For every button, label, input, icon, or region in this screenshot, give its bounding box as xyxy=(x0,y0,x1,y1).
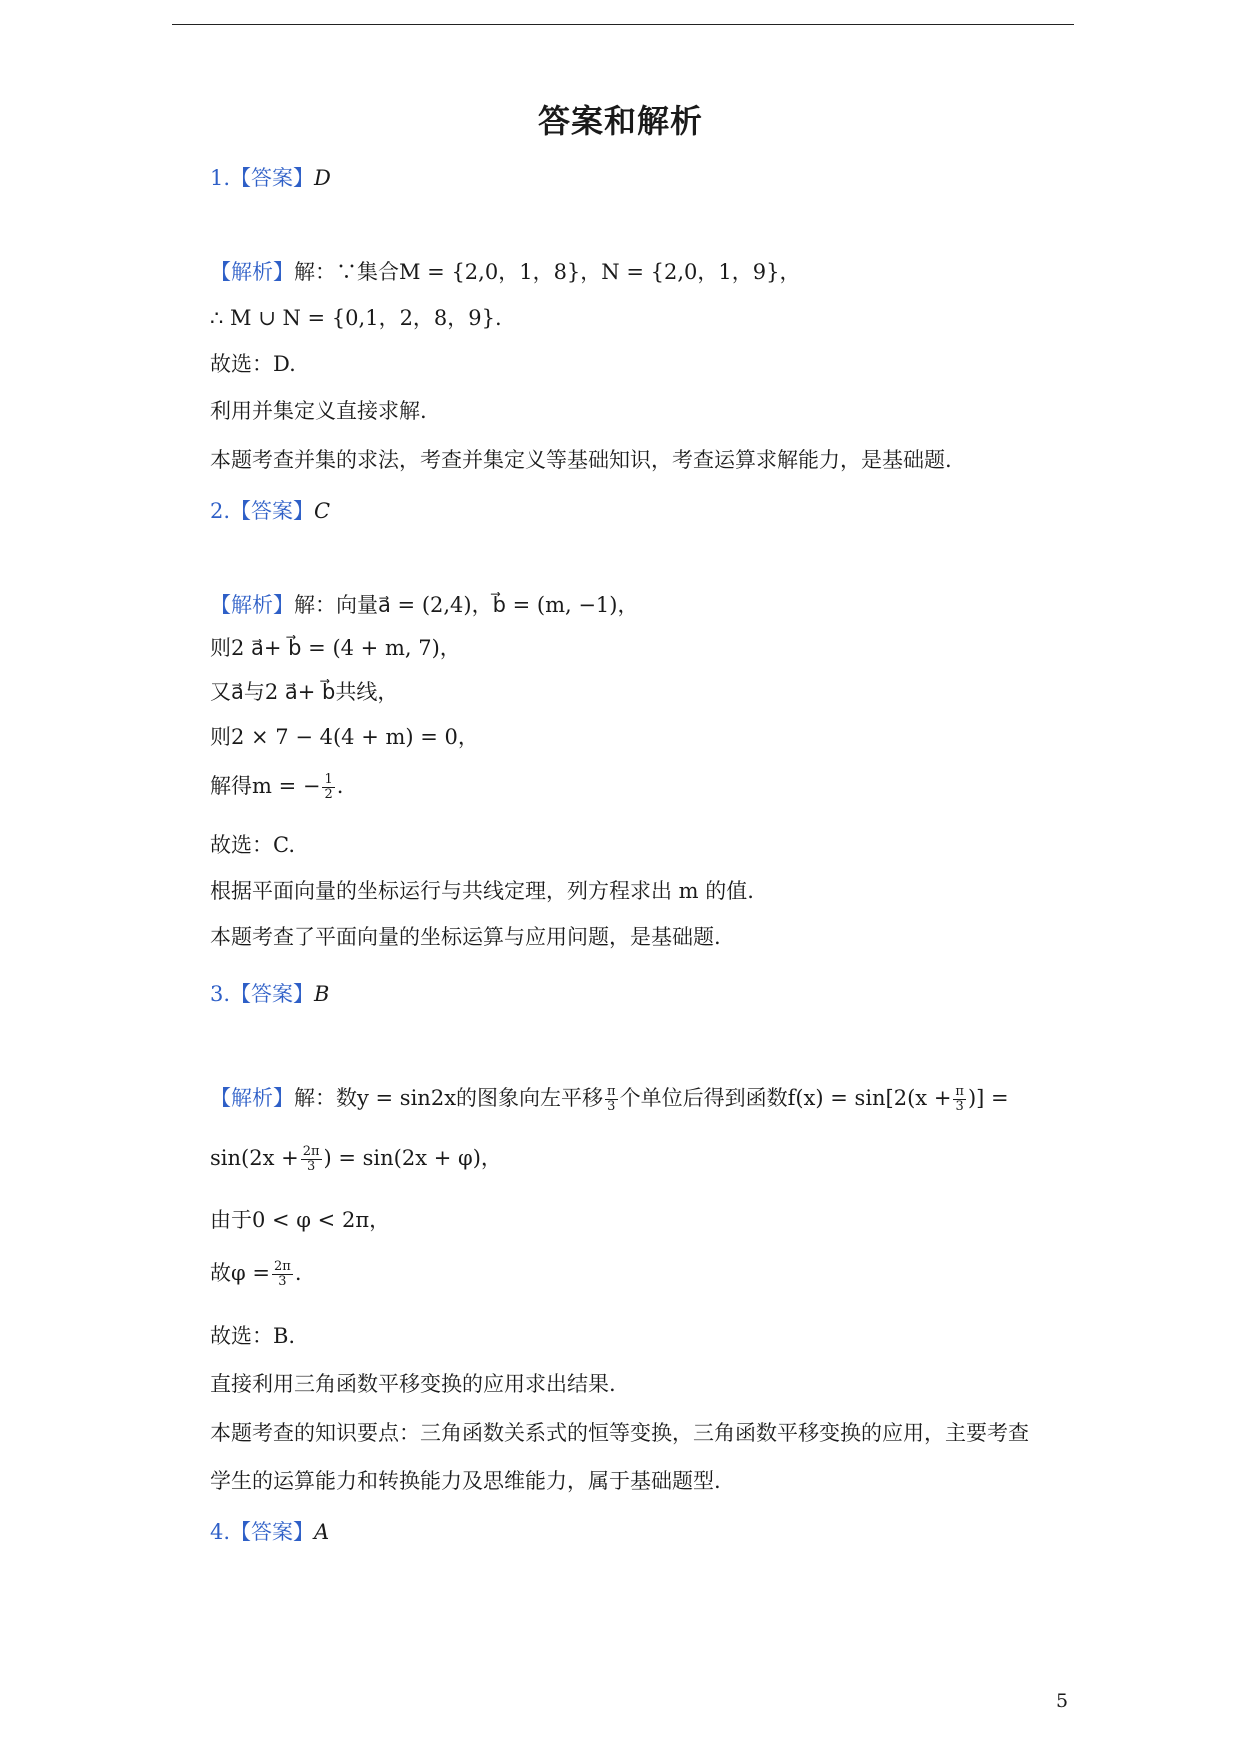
answer-prefix: 3.【答案】 xyxy=(210,982,315,1006)
answer-line-3 xyxy=(210,979,329,1009)
answer-prefix: 2.【答案】 xyxy=(210,499,315,523)
page-number: 5 xyxy=(1056,1690,1069,1712)
analysis-line: 则2 × 7 − 4(4 + m) = 0， xyxy=(210,725,479,749)
top-rule xyxy=(172,24,1074,25)
analysis-text: 故φ = xyxy=(210,1261,270,1285)
analysis-label: 【解析】 xyxy=(210,593,294,617)
analysis-line: 故选：C. xyxy=(210,833,295,857)
analysis-line: 故选：B. xyxy=(210,1324,296,1348)
analysis-line: 本题考查并集的求法，考查并集定义等基础知识，考查运算求解能力，是基础题. xyxy=(210,448,952,472)
analysis-line: 本题考查了平面向量的坐标运算与应用问题，是基础题. xyxy=(210,925,721,949)
analysis-line: 直接利用三角函数平移变换的应用求出结果. xyxy=(210,1372,616,1396)
analysis-line: 又a⃗与2 a⃗+ b⃗共线， xyxy=(210,680,399,704)
answer-line-1 xyxy=(210,163,331,193)
analysis-line: 学生的运算能力和转换能力及思维能力，属于基础题型. xyxy=(210,1469,721,1493)
analysis-text: 解：∵集合M = {2,0，1，8}，N = {2,0，1，9}， xyxy=(294,260,801,284)
analysis-line: 根据平面向量的坐标运行与共线定理，列方程求出 m 的值. xyxy=(210,879,754,903)
analysis-line: 本题考查的知识要点：三角函数关系式的恒等变换，三角函数平移变换的应用，主要考查 xyxy=(210,1421,1029,1445)
answer-value: C xyxy=(314,499,331,523)
fraction: $\frac{2\pi}{3}$ xyxy=(302,1144,320,1174)
analysis-text: ) = sin(2x + φ)， xyxy=(323,1146,502,1170)
analysis-label: 【解析】 xyxy=(210,260,294,284)
answer-prefix: 1.【答案】 xyxy=(210,166,315,190)
analysis-label: 【解析】 xyxy=(210,1086,294,1110)
analysis-line: 故选：D. xyxy=(210,352,296,376)
analysis-line xyxy=(210,257,800,287)
analysis-text: )] = xyxy=(967,1086,1009,1110)
analysis-line: 解得m = − $\frac{1}{2}$ . xyxy=(210,772,344,802)
answer-line-2 xyxy=(210,496,330,526)
fraction: $\frac{\pi}{3}$ xyxy=(955,1084,964,1114)
analysis-line xyxy=(210,1083,1009,1114)
answer-value: A xyxy=(314,1520,330,1544)
fraction: $\frac{\pi}{3}$ xyxy=(607,1084,616,1114)
analysis-line xyxy=(210,590,638,620)
analysis-text: sin(2x + xyxy=(210,1146,299,1170)
analysis-line xyxy=(210,1143,502,1174)
analysis-text: 解：向量a⃗ = (2,4)，b⃗ = (m, −1)， xyxy=(294,593,639,617)
analysis-text: 解得m = − xyxy=(210,774,321,798)
analysis-line: ∴ M ∪ N = {0,1，2，8，9}. xyxy=(210,306,502,330)
analysis-line: 由于0 < φ < 2π， xyxy=(210,1208,391,1232)
fraction: $\frac{2\pi}{3}$ xyxy=(273,1259,291,1289)
answer-line-4 xyxy=(210,1517,329,1547)
analysis-line: 故φ = $\frac{2\pi}{3}$ . xyxy=(210,1259,302,1289)
analysis-line: 则2 a⃗+ b⃗ = (4 + m, 7)， xyxy=(210,636,461,660)
analysis-text: 解：数y = sin2x的图象向左平移 xyxy=(294,1086,604,1110)
analysis-line: 利用并集定义直接求解. xyxy=(210,399,427,423)
answer-prefix: 4.【答案】 xyxy=(210,1520,315,1544)
fraction: $\frac{1}{2}$ xyxy=(324,772,333,802)
answer-value: D xyxy=(314,166,331,190)
page-title: 答案和解析 xyxy=(537,102,703,140)
analysis-text: 个单位后得到函数f(x) = sin[2(x + xyxy=(619,1086,952,1110)
answer-value: B xyxy=(314,982,330,1006)
